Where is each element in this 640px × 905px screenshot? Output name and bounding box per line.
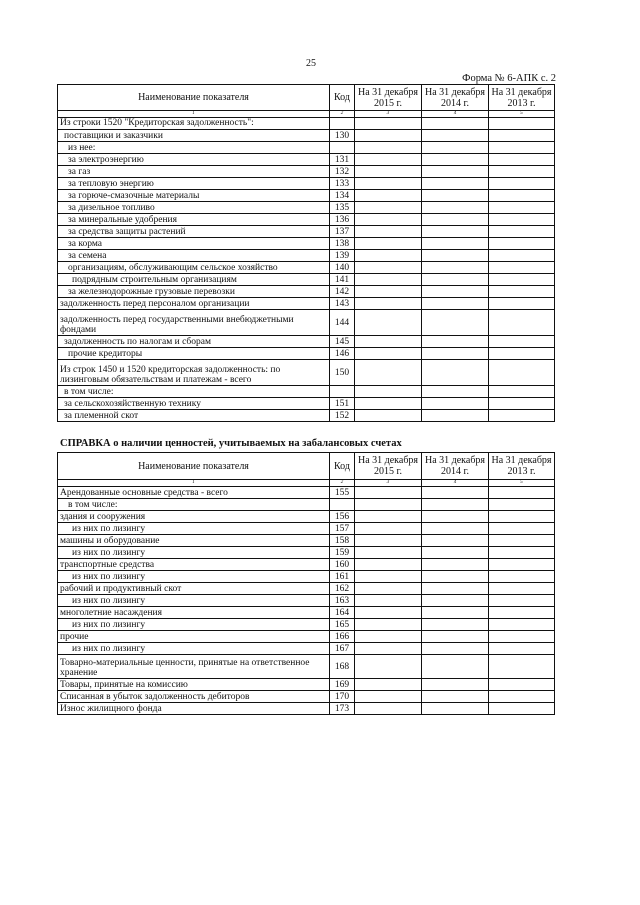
value-cell[interactable] <box>422 348 489 360</box>
value-cell[interactable] <box>422 274 489 286</box>
table-row <box>58 571 555 583</box>
indicator-code: 162 <box>330 583 355 595</box>
indicator-name: задолженность перед государственными внебюджетными фондами <box>58 310 330 336</box>
indicator-code: 139 <box>330 250 355 262</box>
table-row <box>58 178 555 190</box>
indicator-name: прочие кредиторы <box>58 348 330 360</box>
value-cell[interactable] <box>489 360 555 386</box>
value-cell[interactable] <box>355 703 422 715</box>
page-number: 25 <box>306 58 316 69</box>
value-cell[interactable] <box>489 559 555 571</box>
indicator-code: 168 <box>330 655 355 679</box>
indicator-name: поставщики и заказчики <box>58 130 330 142</box>
table-row <box>58 410 555 422</box>
value-cell[interactable] <box>355 535 422 547</box>
value-cell[interactable] <box>489 619 555 631</box>
value-cell[interactable] <box>355 655 422 679</box>
value-cell[interactable] <box>489 286 555 298</box>
indicator-name: за электроэнергию <box>58 154 330 166</box>
indicator-code: 143 <box>330 298 355 310</box>
value-cell[interactable] <box>355 214 422 226</box>
table-row <box>58 631 555 643</box>
value-cell[interactable] <box>489 583 555 595</box>
table-row <box>58 398 555 410</box>
column-number: 2 <box>330 480 355 487</box>
table-row <box>58 298 555 310</box>
header-code: Код <box>330 453 355 480</box>
table-row <box>58 523 555 535</box>
section-title: СПРАВКА о наличии ценностей, учитываемых на забалансовых счетах <box>60 438 402 449</box>
value-cell[interactable] <box>355 142 422 154</box>
value-cell[interactable] <box>489 511 555 523</box>
value-cell[interactable] <box>422 250 489 262</box>
indicator-name: в том числе: <box>58 499 330 511</box>
table-row <box>58 360 555 386</box>
table-row <box>58 142 555 154</box>
indicator-code: 164 <box>330 607 355 619</box>
value-cell[interactable] <box>489 386 555 398</box>
indicator-name: из них по лизингу <box>58 523 330 535</box>
indicator-name: за сельскохозяйственную технику <box>58 398 330 410</box>
indicator-name: из нее: <box>58 142 330 154</box>
value-cell[interactable] <box>489 487 555 499</box>
table-row <box>58 643 555 655</box>
value-cell[interactable] <box>422 178 489 190</box>
value-cell[interactable] <box>489 571 555 583</box>
value-cell[interactable] <box>489 348 555 360</box>
table-row <box>58 655 555 679</box>
value-cell[interactable] <box>422 643 489 655</box>
value-cell[interactable] <box>355 310 422 336</box>
indicator-code: 173 <box>330 703 355 715</box>
value-cell[interactable] <box>489 214 555 226</box>
value-cell[interactable] <box>489 607 555 619</box>
value-cell[interactable] <box>422 118 489 130</box>
value-cell[interactable] <box>422 202 489 214</box>
indicator-name: Товары, принятые на комиссию <box>58 679 330 691</box>
indicator-code <box>330 386 355 398</box>
value-cell[interactable] <box>489 262 555 274</box>
value-cell[interactable] <box>489 274 555 286</box>
indicator-name: прочие <box>58 631 330 643</box>
table-row <box>58 226 555 238</box>
indicator-code <box>330 118 355 130</box>
value-cell[interactable] <box>422 547 489 559</box>
table-row <box>58 348 555 360</box>
indicator-code: 150 <box>330 360 355 386</box>
indicator-name: за семена <box>58 250 330 262</box>
indicator-name: за железнодорожные грузовые перевозки <box>58 286 330 298</box>
indicator-code: 131 <box>330 154 355 166</box>
value-cell[interactable] <box>422 523 489 535</box>
table-row <box>58 619 555 631</box>
indicator-name: Износ жилищного фонда <box>58 703 330 715</box>
table-row <box>58 238 555 250</box>
value-cell[interactable] <box>489 226 555 238</box>
indicator-code: 136 <box>330 214 355 226</box>
value-cell[interactable] <box>355 595 422 607</box>
table-row <box>58 499 555 511</box>
indicator-code: 169 <box>330 679 355 691</box>
table-row <box>58 583 555 595</box>
value-cell[interactable] <box>422 631 489 643</box>
value-cell[interactable] <box>355 118 422 130</box>
value-cell[interactable] <box>422 154 489 166</box>
value-cell[interactable] <box>422 559 489 571</box>
value-cell[interactable] <box>489 679 555 691</box>
indicator-name: Списанная в убыток задолженность дебиторов <box>58 691 330 703</box>
column-number: 5 <box>489 480 555 487</box>
indicator-code: 137 <box>330 226 355 238</box>
value-cell[interactable] <box>422 286 489 298</box>
indicator-name: из них по лизингу <box>58 547 330 559</box>
indicator-name: за средства защиты растений <box>58 226 330 238</box>
header-name: Наименование показателя <box>58 453 330 480</box>
value-cell[interactable] <box>422 607 489 619</box>
indicator-code: 138 <box>330 238 355 250</box>
indicator-code: 166 <box>330 631 355 643</box>
indicator-name: Товарно-материальные ценности, принятые на ответственное хранение <box>58 655 330 679</box>
value-cell[interactable] <box>489 336 555 348</box>
value-cell[interactable] <box>489 499 555 511</box>
indicator-code: 155 <box>330 487 355 499</box>
value-cell[interactable] <box>355 691 422 703</box>
value-cell[interactable] <box>489 703 555 715</box>
value-cell[interactable] <box>355 487 422 499</box>
value-cell[interactable] <box>422 487 489 499</box>
value-cell[interactable] <box>355 571 422 583</box>
table-row <box>58 607 555 619</box>
value-cell[interactable] <box>355 607 422 619</box>
value-cell[interactable] <box>355 262 422 274</box>
indicator-name: из них по лизингу <box>58 643 330 655</box>
header-name: Наименование показателя <box>58 85 330 111</box>
table-row <box>58 487 555 499</box>
value-cell[interactable] <box>489 142 555 154</box>
value-cell[interactable] <box>422 166 489 178</box>
payables-table <box>57 84 555 422</box>
value-cell[interactable] <box>355 511 422 523</box>
indicator-code: 165 <box>330 619 355 631</box>
indicator-code: 170 <box>330 691 355 703</box>
value-cell[interactable] <box>422 583 489 595</box>
table-row <box>58 703 555 715</box>
indicator-code: 167 <box>330 643 355 655</box>
table-row <box>58 118 555 130</box>
value-cell[interactable] <box>489 547 555 559</box>
value-cell[interactable] <box>422 398 489 410</box>
indicator-name: за горюче-смазочные материалы <box>58 190 330 202</box>
value-cell[interactable] <box>355 360 422 386</box>
indicator-code: 142 <box>330 286 355 298</box>
table-row <box>58 595 555 607</box>
value-cell[interactable] <box>422 595 489 607</box>
value-cell[interactable] <box>422 310 489 336</box>
value-cell[interactable] <box>489 202 555 214</box>
indicator-code: 163 <box>330 595 355 607</box>
value-cell[interactable] <box>489 655 555 679</box>
value-cell[interactable] <box>355 547 422 559</box>
value-cell[interactable] <box>422 410 489 422</box>
value-cell[interactable] <box>489 595 555 607</box>
table-row <box>58 262 555 274</box>
column-number: 1 <box>58 480 330 487</box>
indicator-code: 156 <box>330 511 355 523</box>
indicator-code <box>330 499 355 511</box>
column-number: 4 <box>422 111 489 118</box>
table-row <box>58 286 555 298</box>
indicator-code: 157 <box>330 523 355 535</box>
header-2015: На 31 декабря 2015 г. <box>355 85 422 111</box>
value-cell[interactable] <box>355 202 422 214</box>
indicator-name: из них по лизингу <box>58 595 330 607</box>
value-cell[interactable] <box>422 226 489 238</box>
value-cell[interactable] <box>355 166 422 178</box>
indicator-code: 130 <box>330 130 355 142</box>
value-cell[interactable] <box>489 298 555 310</box>
table-row <box>58 547 555 559</box>
value-cell[interactable] <box>355 238 422 250</box>
indicator-name: организациям, обслуживающим сельское хозяйство <box>58 262 330 274</box>
value-cell[interactable] <box>355 190 422 202</box>
value-cell[interactable] <box>355 250 422 262</box>
indicator-name: рабочий и продуктивный скот <box>58 583 330 595</box>
column-number: 5 <box>489 111 555 118</box>
indicator-code: 151 <box>330 398 355 410</box>
value-cell[interactable] <box>422 214 489 226</box>
value-cell[interactable] <box>355 386 422 398</box>
indicator-code: 145 <box>330 336 355 348</box>
value-cell[interactable] <box>489 643 555 655</box>
value-cell[interactable] <box>355 178 422 190</box>
value-cell[interactable] <box>355 274 422 286</box>
indicator-code: 141 <box>330 274 355 286</box>
value-cell[interactable] <box>489 166 555 178</box>
indicator-code: 134 <box>330 190 355 202</box>
table-row <box>58 250 555 262</box>
value-cell[interactable] <box>422 619 489 631</box>
indicator-code: 144 <box>330 310 355 336</box>
indicator-name: задолженность перед персоналом организации <box>58 298 330 310</box>
value-cell[interactable] <box>489 398 555 410</box>
indicator-name: за дизельное топливо <box>58 202 330 214</box>
indicator-name: за газ <box>58 166 330 178</box>
indicator-name: из них по лизингу <box>58 619 330 631</box>
value-cell[interactable] <box>422 386 489 398</box>
header-2014: На 31 декабря 2014 г. <box>422 85 489 111</box>
indicator-name: Арендованные основные средства - всего <box>58 487 330 499</box>
form-reference: Форма № 6-АПК с. 2 <box>462 73 556 84</box>
indicator-code: 161 <box>330 571 355 583</box>
indicator-name: подрядным строительным организациям <box>58 274 330 286</box>
indicator-name: за племенной скот <box>58 410 330 422</box>
value-cell[interactable] <box>355 336 422 348</box>
indicator-name: за тепловую энергию <box>58 178 330 190</box>
value-cell[interactable] <box>422 130 489 142</box>
header-2014: На 31 декабря 2014 г. <box>422 453 489 480</box>
table-row <box>58 310 555 336</box>
table-row <box>58 386 555 398</box>
indicator-name: Из строки 1520 "Кредиторская задолженность": <box>58 118 330 130</box>
column-numbers-row <box>58 480 555 487</box>
value-cell[interactable] <box>422 238 489 250</box>
value-cell[interactable] <box>489 238 555 250</box>
value-cell[interactable] <box>355 154 422 166</box>
table-row <box>58 154 555 166</box>
value-cell[interactable] <box>489 190 555 202</box>
indicator-name: Из строк 1450 и 1520 кредиторская задолженность: по лизинговым обязательствам и платежам - всего <box>58 360 330 386</box>
value-cell[interactable] <box>355 298 422 310</box>
indicator-name: за корма <box>58 238 330 250</box>
value-cell[interactable] <box>422 679 489 691</box>
indicator-name: машины и оборудование <box>58 535 330 547</box>
value-cell[interactable] <box>422 499 489 511</box>
header-2015: На 31 декабря 2015 г. <box>355 453 422 480</box>
value-cell[interactable] <box>355 619 422 631</box>
header-code: Код <box>330 85 355 111</box>
header-2013: На 31 декабря 2013 г. <box>489 85 555 111</box>
value-cell[interactable] <box>489 250 555 262</box>
value-cell[interactable] <box>355 226 422 238</box>
value-cell[interactable] <box>422 691 489 703</box>
value-cell[interactable] <box>355 631 422 643</box>
indicator-name: многолетние насаждения <box>58 607 330 619</box>
table-row <box>58 535 555 547</box>
indicator-code: 132 <box>330 166 355 178</box>
value-cell[interactable] <box>355 410 422 422</box>
table-row <box>58 559 555 571</box>
value-cell[interactable] <box>355 679 422 691</box>
value-cell[interactable] <box>489 410 555 422</box>
value-cell[interactable] <box>355 398 422 410</box>
column-number: 3 <box>355 480 422 487</box>
value-cell[interactable] <box>422 571 489 583</box>
indicator-name: транспортные средства <box>58 559 330 571</box>
column-numbers-row <box>58 111 555 118</box>
table-row <box>58 511 555 523</box>
value-cell[interactable] <box>422 360 489 386</box>
column-number: 1 <box>58 111 330 118</box>
indicator-code: 135 <box>330 202 355 214</box>
value-cell[interactable] <box>422 298 489 310</box>
value-cell[interactable] <box>489 154 555 166</box>
value-cell[interactable] <box>422 190 489 202</box>
value-cell[interactable] <box>489 118 555 130</box>
indicator-code: 140 <box>330 262 355 274</box>
table-row <box>58 679 555 691</box>
off-balance-table <box>57 452 555 715</box>
value-cell[interactable] <box>355 643 422 655</box>
value-cell[interactable] <box>489 535 555 547</box>
value-cell[interactable] <box>489 130 555 142</box>
value-cell[interactable] <box>422 655 489 679</box>
value-cell[interactable] <box>355 559 422 571</box>
value-cell[interactable] <box>489 523 555 535</box>
table-row <box>58 130 555 142</box>
value-cell[interactable] <box>355 523 422 535</box>
value-cell[interactable] <box>489 178 555 190</box>
table-row <box>58 336 555 348</box>
value-cell[interactable] <box>489 691 555 703</box>
indicator-code: 146 <box>330 348 355 360</box>
indicator-name: здания и сооружения <box>58 511 330 523</box>
value-cell[interactable] <box>422 142 489 154</box>
indicator-name: за минеральные удобрения <box>58 214 330 226</box>
value-cell[interactable] <box>489 631 555 643</box>
value-cell[interactable] <box>422 336 489 348</box>
value-cell[interactable] <box>355 583 422 595</box>
header-2013: На 31 декабря 2013 г. <box>489 453 555 480</box>
table-row <box>58 274 555 286</box>
value-cell[interactable] <box>422 262 489 274</box>
indicator-code: 133 <box>330 178 355 190</box>
indicator-name: задолженность по налогам и сборам <box>58 336 330 348</box>
table-row <box>58 166 555 178</box>
column-number: 4 <box>422 480 489 487</box>
indicator-code: 158 <box>330 535 355 547</box>
indicator-code: 159 <box>330 547 355 559</box>
table-row <box>58 202 555 214</box>
indicator-name: в том числе: <box>58 386 330 398</box>
indicator-code <box>330 142 355 154</box>
table-row <box>58 214 555 226</box>
indicator-code: 160 <box>330 559 355 571</box>
value-cell[interactable] <box>422 703 489 715</box>
column-number: 2 <box>330 111 355 118</box>
value-cell[interactable] <box>355 286 422 298</box>
value-cell[interactable] <box>422 511 489 523</box>
indicator-code: 152 <box>330 410 355 422</box>
indicator-name: из них по лизингу <box>58 571 330 583</box>
value-cell[interactable] <box>355 130 422 142</box>
value-cell[interactable] <box>489 310 555 336</box>
table-row <box>58 691 555 703</box>
value-cell[interactable] <box>422 535 489 547</box>
value-cell[interactable] <box>355 499 422 511</box>
column-number: 3 <box>355 111 422 118</box>
value-cell[interactable] <box>355 348 422 360</box>
table-row <box>58 190 555 202</box>
